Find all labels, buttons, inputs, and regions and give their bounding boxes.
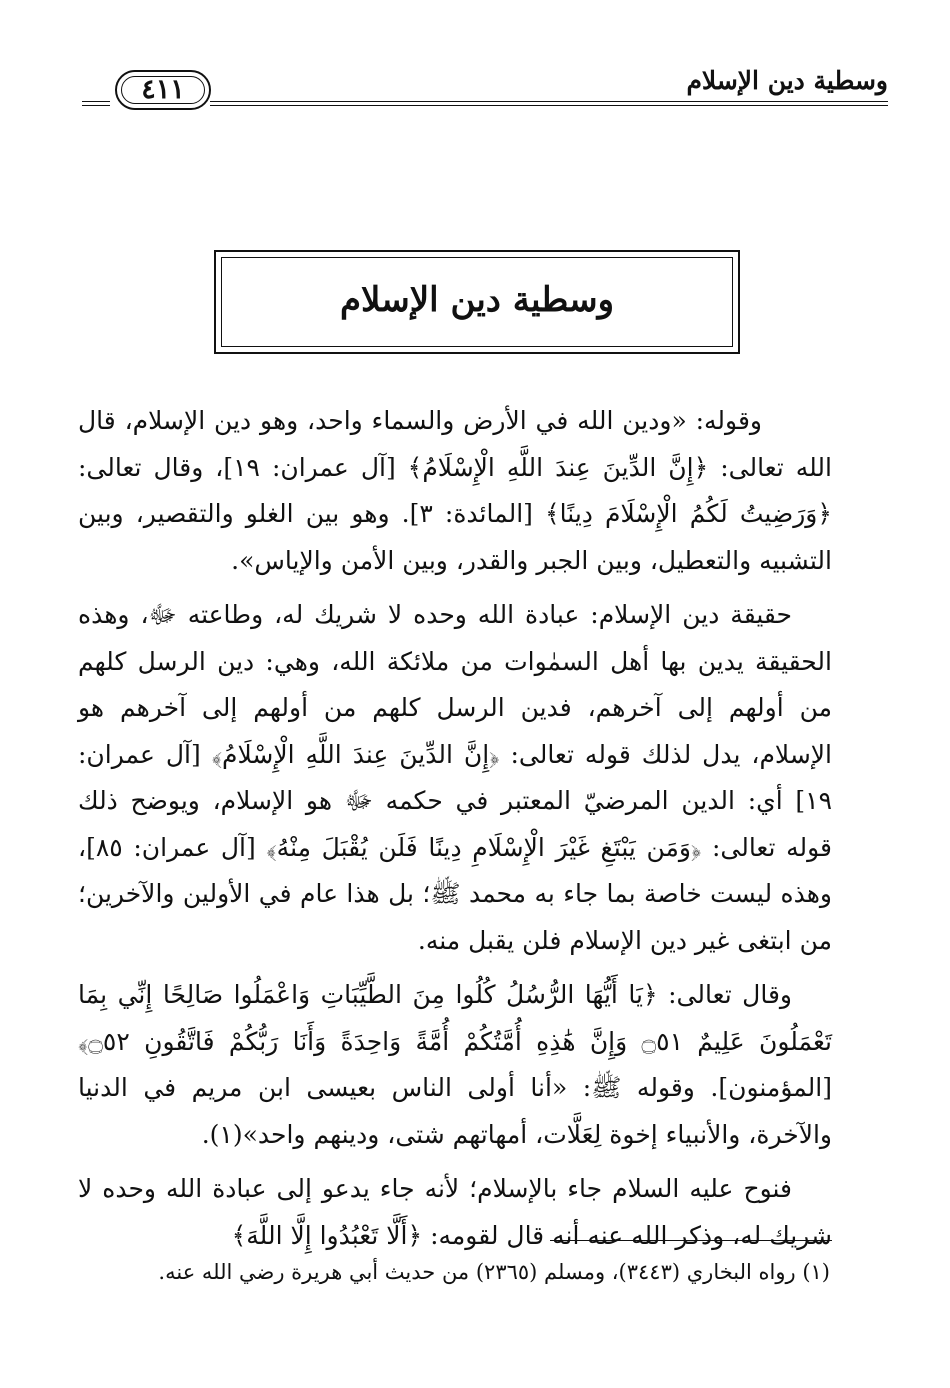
chapter-title: وسطية دين الإسلام xyxy=(339,280,615,320)
body-text xyxy=(78,398,832,1267)
header-rule xyxy=(210,101,888,106)
paragraph: فنوح عليه السلام جاء بالإسلام؛ لأنه جاء يدعو إلى عبادة الله وحده لا شريك له، وذكر الله عنه أنه قال لقومه: ﴿أَلَّا تَعْبُدُوا إِلَّا اللَّهَ﴾ xyxy=(78,1174,832,1250)
chapter-title-frame xyxy=(214,250,740,354)
header-rule-short xyxy=(82,101,110,106)
running-title: وسطية دين الإسلام xyxy=(686,66,888,95)
paragraph: وقوله: «ودين الله في الأرض والسماء واحد، وهو دين الإسلام، قال الله تعالى: ﴿إِنَّ الدِّينَ عِندَ اللَّهِ الْإِسْلَامُ﴾ [آل عمران: ١٩]، وقال تعالى: ﴿وَرَضِيتُ لَكُمُ الْإِسْلَامَ دِينًا﴾ [المائدة: ٣]. وهو بين الغلو والتقصير، وبين التشبيه والتعطيل، وبين الجبر والقدر، وبين الأمن والإياس». xyxy=(78,406,832,575)
page-header xyxy=(70,62,888,112)
paragraph: حقيقة دين الإسلام: عبادة الله وحده لا شريك له، وطاعته ﷻ، وهذه الحقيقة يدين بها أهل السمٰوات من ملائكة الله، وهي: دين الرسل كلهم من أولهم إلى آخرهم، فدين الرسل كلهم من أولهم إلى آخرهم هو الإسلام، يدل لذلك قوله تعالى: ﴿إِنَّ الدِّينَ عِندَ اللَّهِ الْإِسْلَامُ﴾ [آل عمران: ١٩] أي: الدين المرضيّ المعتبر في حكمه ﷻ هو الإسلام، ويوضح ذلك قوله تعالى: ﴿وَمَن يَبْتَغِ غَيْرَ الْإِسْلَامِ دِينًا فَلَن يُقْبَلَ مِنْهُ﴾ [آل عمران: ٨٥]، وهذه ليست خاصة بما جاء به محمد ﷺ؛ بل هذا عام في الأولين والآخرين؛ من ابتغى غير دين الإسلام فلن يقبل منه. xyxy=(78,600,832,955)
page-number: ٤١١ xyxy=(115,70,211,110)
footnote: (١) رواه البخاري (٣٤٤٣)، ومسلم (٢٣٦٥) من حديث أبي هريرة رضي الله عنه. xyxy=(158,1260,830,1284)
footnote-separator xyxy=(550,1240,832,1241)
paragraph: وقال تعالى: ﴿يَا أَيُّهَا الرُّسُلُ كُلُوا مِنَ الطَّيِّبَاتِ وَاعْمَلُوا صَالِحًا إِنِّي بِمَا تَعْمَلُونَ عَلِيمٌ ۝٥١ وَإِنَّ هَٰذِهِ أُمَّتُكُمْ أُمَّةً وَاحِدَةً وَأَنَا رَبُّكُمْ فَاتَّقُونِ ۝٥٢﴾ [المؤمنون]. وقوله ﷺ: «أنا أولى الناس بعيسى ابن مريم في الدنيا والآخرة، والأنبياء إخوة لِعَلَّات، أمهاتهم شتى، ودينهم واحد»(١). xyxy=(78,980,833,1149)
